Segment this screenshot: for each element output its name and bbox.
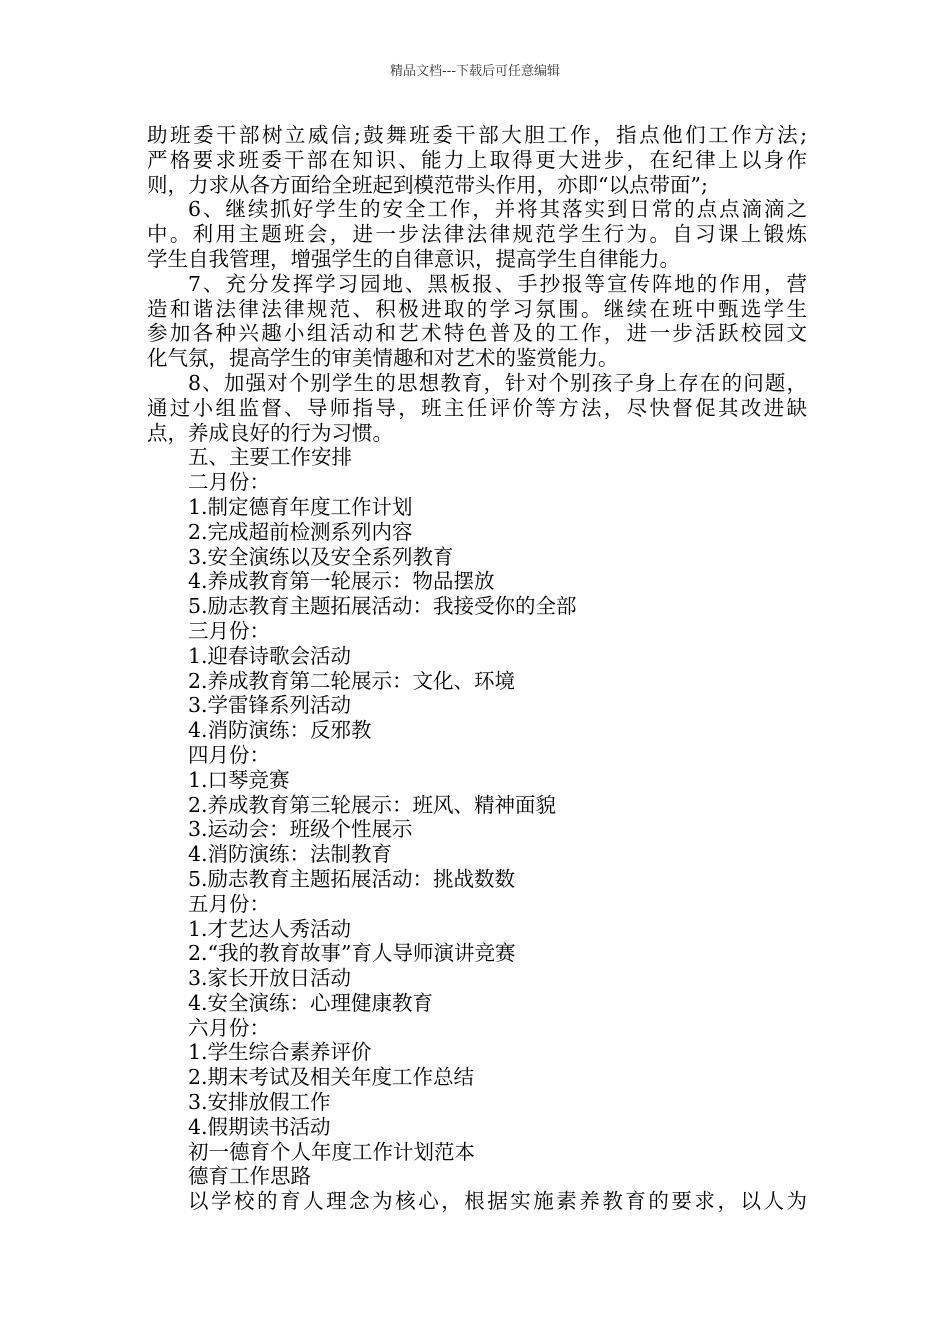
schedule-item: 2.“我的教育故事”育人导师演讲竞赛 (188, 941, 516, 966)
schedule-item: 1.制定德育年度工作计划 (188, 494, 413, 519)
schedule-item: 4.假期读书活动 (188, 1114, 331, 1139)
paragraph-class-leaders (147, 123, 807, 197)
text-line: 助班委干部树立威信;鼓舞班委干部大胆工作，指点他们工作方法; (147, 123, 807, 147)
text-line: 中。利用主题班会，进一步法律法律规范学生行为。自习课上锻炼 (147, 222, 807, 247)
month-block-february (147, 470, 807, 619)
text-line: 严格要求班委干部在知识、能力上取得更大进步，在纪律上以身作 (147, 147, 807, 172)
text-line: 造和谐法律法律规范、积极进取的学习氛围。继续在班中甄选学生 (147, 296, 807, 321)
schedule-item: 3.安全演练以及安全系列教育 (188, 544, 454, 569)
schedule-item: 3.安排放假工作 (188, 1090, 331, 1115)
schedule-item: 4.消防演练：法制教育 (188, 842, 393, 867)
text-line: 8、加强对个别学生的思想教育，针对个别孩子身上存在的问题， (188, 370, 807, 395)
paragraph-individual-education (147, 371, 807, 445)
text-line: 参加各种兴趣小组活动和艺术特色普及的工作，进一步活跃校园文 (147, 321, 807, 346)
schedule-item: 1.迎春诗歌会活动 (188, 643, 352, 668)
schedule-item: 2.养成教育第二轮展示：文化、环境 (188, 668, 516, 693)
text-line: 通过小组监督、导师指导，班主任评价等方法，尽快督促其改进缺 (147, 395, 807, 420)
section-heading: 五、主要工作安排 (188, 445, 352, 470)
schedule-item: 1.才艺达人秀活动 (188, 916, 352, 941)
text-line: 化气氛，提高学生的审美情趣和对艺术的鉴赏能力。 (147, 346, 619, 371)
text-line: 以学校的育人理念为核心，根据实施素养教育的要求，以人为 (188, 1189, 807, 1214)
schedule-item: 3.学雷锋系列活动 (188, 693, 352, 718)
text-line: 7、充分发挥学习园地、黑板报、手抄报等宣传阵地的作用，营 (188, 271, 807, 296)
schedule-item: 4.消防演练：反邪教 (188, 718, 372, 743)
work-schedule (147, 445, 807, 1139)
month-block-april (147, 743, 807, 892)
month-label: 六月份： (188, 1015, 270, 1040)
schedule-item: 5.励志教育主题拓展活动：我接受你的全部 (188, 594, 577, 619)
schedule-item: 1.学生综合素养评价 (188, 1040, 372, 1065)
schedule-item: 4.养成教育第一轮展示：物品摆放 (188, 569, 495, 594)
text-line: 学生自我管理，增强学生的自律意识，提高学生自律能力。 (147, 246, 680, 271)
month-label: 二月份： (188, 470, 270, 495)
schedule-item: 2.完成超前检测系列内容 (188, 519, 413, 544)
text-line: 点，养成良好的行为习惯。 (147, 420, 393, 445)
month-block-may (147, 892, 807, 1016)
schedule-item: 3.运动会：班级个性展示 (188, 817, 413, 842)
schedule-item: 2.养成教育第三轮展示：班风、精神面貌 (188, 792, 557, 817)
next-document-title: 初一德育个人年度工作计划范本 (188, 1139, 475, 1164)
schedule-item: 4.安全演练：心理健康教育 (188, 990, 434, 1015)
paragraph-publicity (147, 272, 807, 371)
text-line: 则，力求从各方面给全班起到模范带头作用，亦即“以点带面”; (147, 172, 708, 197)
schedule-item: 3.家长开放日活动 (188, 966, 352, 991)
schedule-item: 2.期末考试及相关年度工作总结 (188, 1065, 475, 1090)
next-document-subtitle: 德育工作思路 (188, 1164, 311, 1189)
schedule-item: 1.口琴竞赛 (188, 767, 290, 792)
document-body (147, 123, 807, 1214)
month-block-march (147, 619, 807, 743)
page-header: 精品文档---下载后可任意编辑 (389, 64, 561, 79)
month-label: 三月份： (188, 618, 270, 643)
paragraph-safety-work (147, 197, 807, 271)
schedule-item: 5.励志教育主题拓展活动：挑战数数 (188, 866, 516, 891)
month-label: 四月份： (188, 742, 270, 767)
text-line: 6、继续抓好学生的安全工作，并将其落实到日常的点点滴滴之 (188, 197, 807, 222)
month-label: 五月份： (188, 891, 270, 916)
month-block-june (147, 1016, 807, 1140)
